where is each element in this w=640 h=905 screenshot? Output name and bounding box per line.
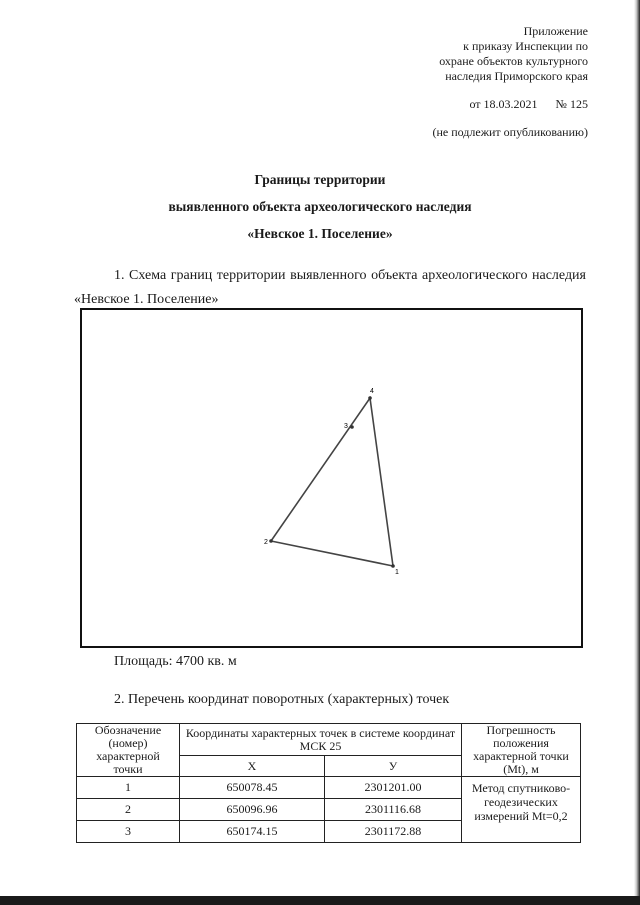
coordinates-table: [76, 723, 581, 843]
cell-point: 2: [77, 799, 180, 821]
appendix-line1: Приложение: [523, 24, 588, 38]
boundary-point-1: [391, 564, 395, 568]
order-date-number: [432, 97, 588, 112]
cell-x: 650078.45: [180, 777, 325, 799]
scan-edge: [634, 0, 640, 905]
cell-y: 2301116.68: [325, 799, 462, 821]
point-label-3: 3: [344, 423, 348, 430]
header-x: X: [180, 756, 325, 777]
boundary-polygon-svg: [82, 310, 581, 646]
cell-y: 2301172.88: [325, 821, 462, 843]
boundary-point-2: [269, 539, 273, 543]
cell-y: 2301201.00: [325, 777, 462, 799]
order-date: от 18.03.2021: [469, 97, 538, 111]
point-label-1: 1: [395, 569, 399, 576]
appendix-line3: охране объектов культурного: [439, 54, 588, 68]
header-y: У: [325, 756, 462, 777]
boundary-scheme: [80, 308, 583, 648]
boundary-point-3: [350, 425, 354, 429]
point-label-4: 4: [370, 388, 374, 395]
order-number: № 125: [555, 97, 588, 111]
title-line2: выявленного объекта археологического наследия: [168, 199, 472, 214]
appendix-header: [432, 24, 588, 140]
header-coords: Координаты характерных точек в системе координат МСК 25: [180, 724, 462, 756]
appendix-line4: наследия Приморского края: [445, 69, 588, 83]
header-accuracy: Погрешность положения характерной точки (Mt), м: [462, 724, 581, 777]
publication-note: (не подлежит опубликованию): [432, 125, 588, 139]
point-label-2: 2: [264, 539, 268, 546]
cell-method: Метод спутниково-геодезических измерений Mt=0,2: [462, 777, 581, 843]
title-line3: «Невское 1. Поселение»: [247, 226, 393, 241]
cell-point: 3: [77, 821, 180, 843]
table-row: [77, 777, 581, 799]
boundary-point-4: [368, 396, 372, 400]
scan-bottom-edge: [0, 896, 640, 905]
title-line1: Границы территории: [254, 172, 386, 187]
cell-x: 650174.15: [180, 821, 325, 843]
appendix-line2: к приказу Инспекции по: [463, 39, 588, 53]
area-text: Площадь: 4700 кв. м: [114, 654, 237, 669]
section1-heading: 1. Схема границ территории выявленного объекта археологического наследия «Невское 1. Поселение»: [74, 268, 586, 307]
cell-x: 650096.96: [180, 799, 325, 821]
header-point: Обозначение (номер) характерной точки: [77, 724, 180, 777]
section2-heading: 2. Перечень координат поворотных (характерных) точек: [114, 692, 450, 707]
boundary-polygon: [271, 398, 393, 566]
cell-point: 1: [77, 777, 180, 799]
